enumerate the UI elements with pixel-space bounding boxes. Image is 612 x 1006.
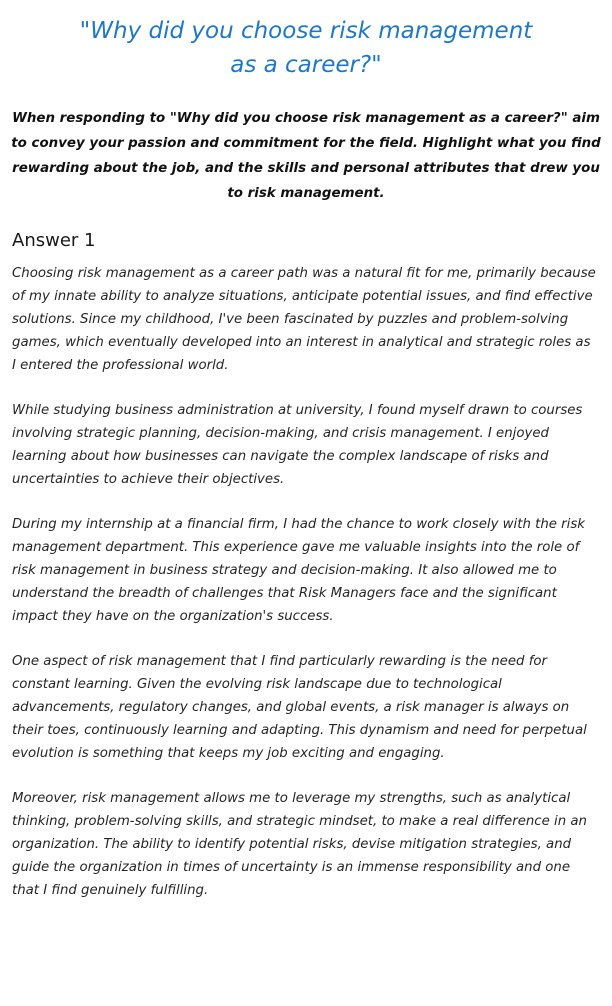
answer-paragraph-1: Choosing risk management as a career path was a natural fit for me, primarily because of my innate ability to analyze situations, anticipate potential issues, and find effective solutions. Since my childhood, I've been fascinated by puzzles and problem-solving games, which eventually developed into an interest in analytical and strategic roles as I entered the professional world.	[12, 266, 596, 373]
answer-paragraph-3: During my internship at a financial firm, I had the chance to work closely with the risk management department. This experience gave me valuable insights into the role of risk management in business strategy and decision-making. It also allowed me to understand the breadth of challenges that Risk Managers face and the significant impact they have on the organization's success.	[12, 517, 585, 624]
page-title-line-1: "Why did you choose risk management	[79, 18, 533, 44]
answer-paragraph-4: One aspect of risk management that I find particularly rewarding is the need for constant learning. Given the evolving risk landscape due to technological advancements, regulatory changes, and global events, a risk manager is always on their toes, continuously learning and adapting. This dynamism and need for perpetual evolution is something that keeps my job exciting and engaging.	[12, 654, 587, 761]
answer-paragraph-5: Moreover, risk management allows me to leverage my strengths, such as analytical thinking, problem-solving skills, and strategic mindset, to make a real difference in an organization. The ability to identify potential risks, devise mitigation strategies, and guide the organization in times of uncertainty is an immense responsibility and one that I find genuinely fulfilling.	[12, 791, 587, 898]
page-title	[0, 14, 612, 82]
page-title-line-2: as a career?"	[230, 52, 382, 78]
intro-paragraph: When responding to "Why did you choose risk management as a career?" aim to convey your passion and commitment for the field. Highlight what you find rewarding about the job, and the skills and personal attributes that drew you to risk management.	[11, 111, 601, 201]
answer-body	[12, 262, 596, 902]
answer-heading: Answer 1	[12, 230, 96, 251]
answer-paragraph-2: While studying business administration at university, I found myself drawn to courses involving strategic planning, decision-making, and crisis management. I enjoyed learning about how businesses can navigate the complex landscape of risks and uncertainties to achieve their objectives.	[12, 403, 583, 487]
